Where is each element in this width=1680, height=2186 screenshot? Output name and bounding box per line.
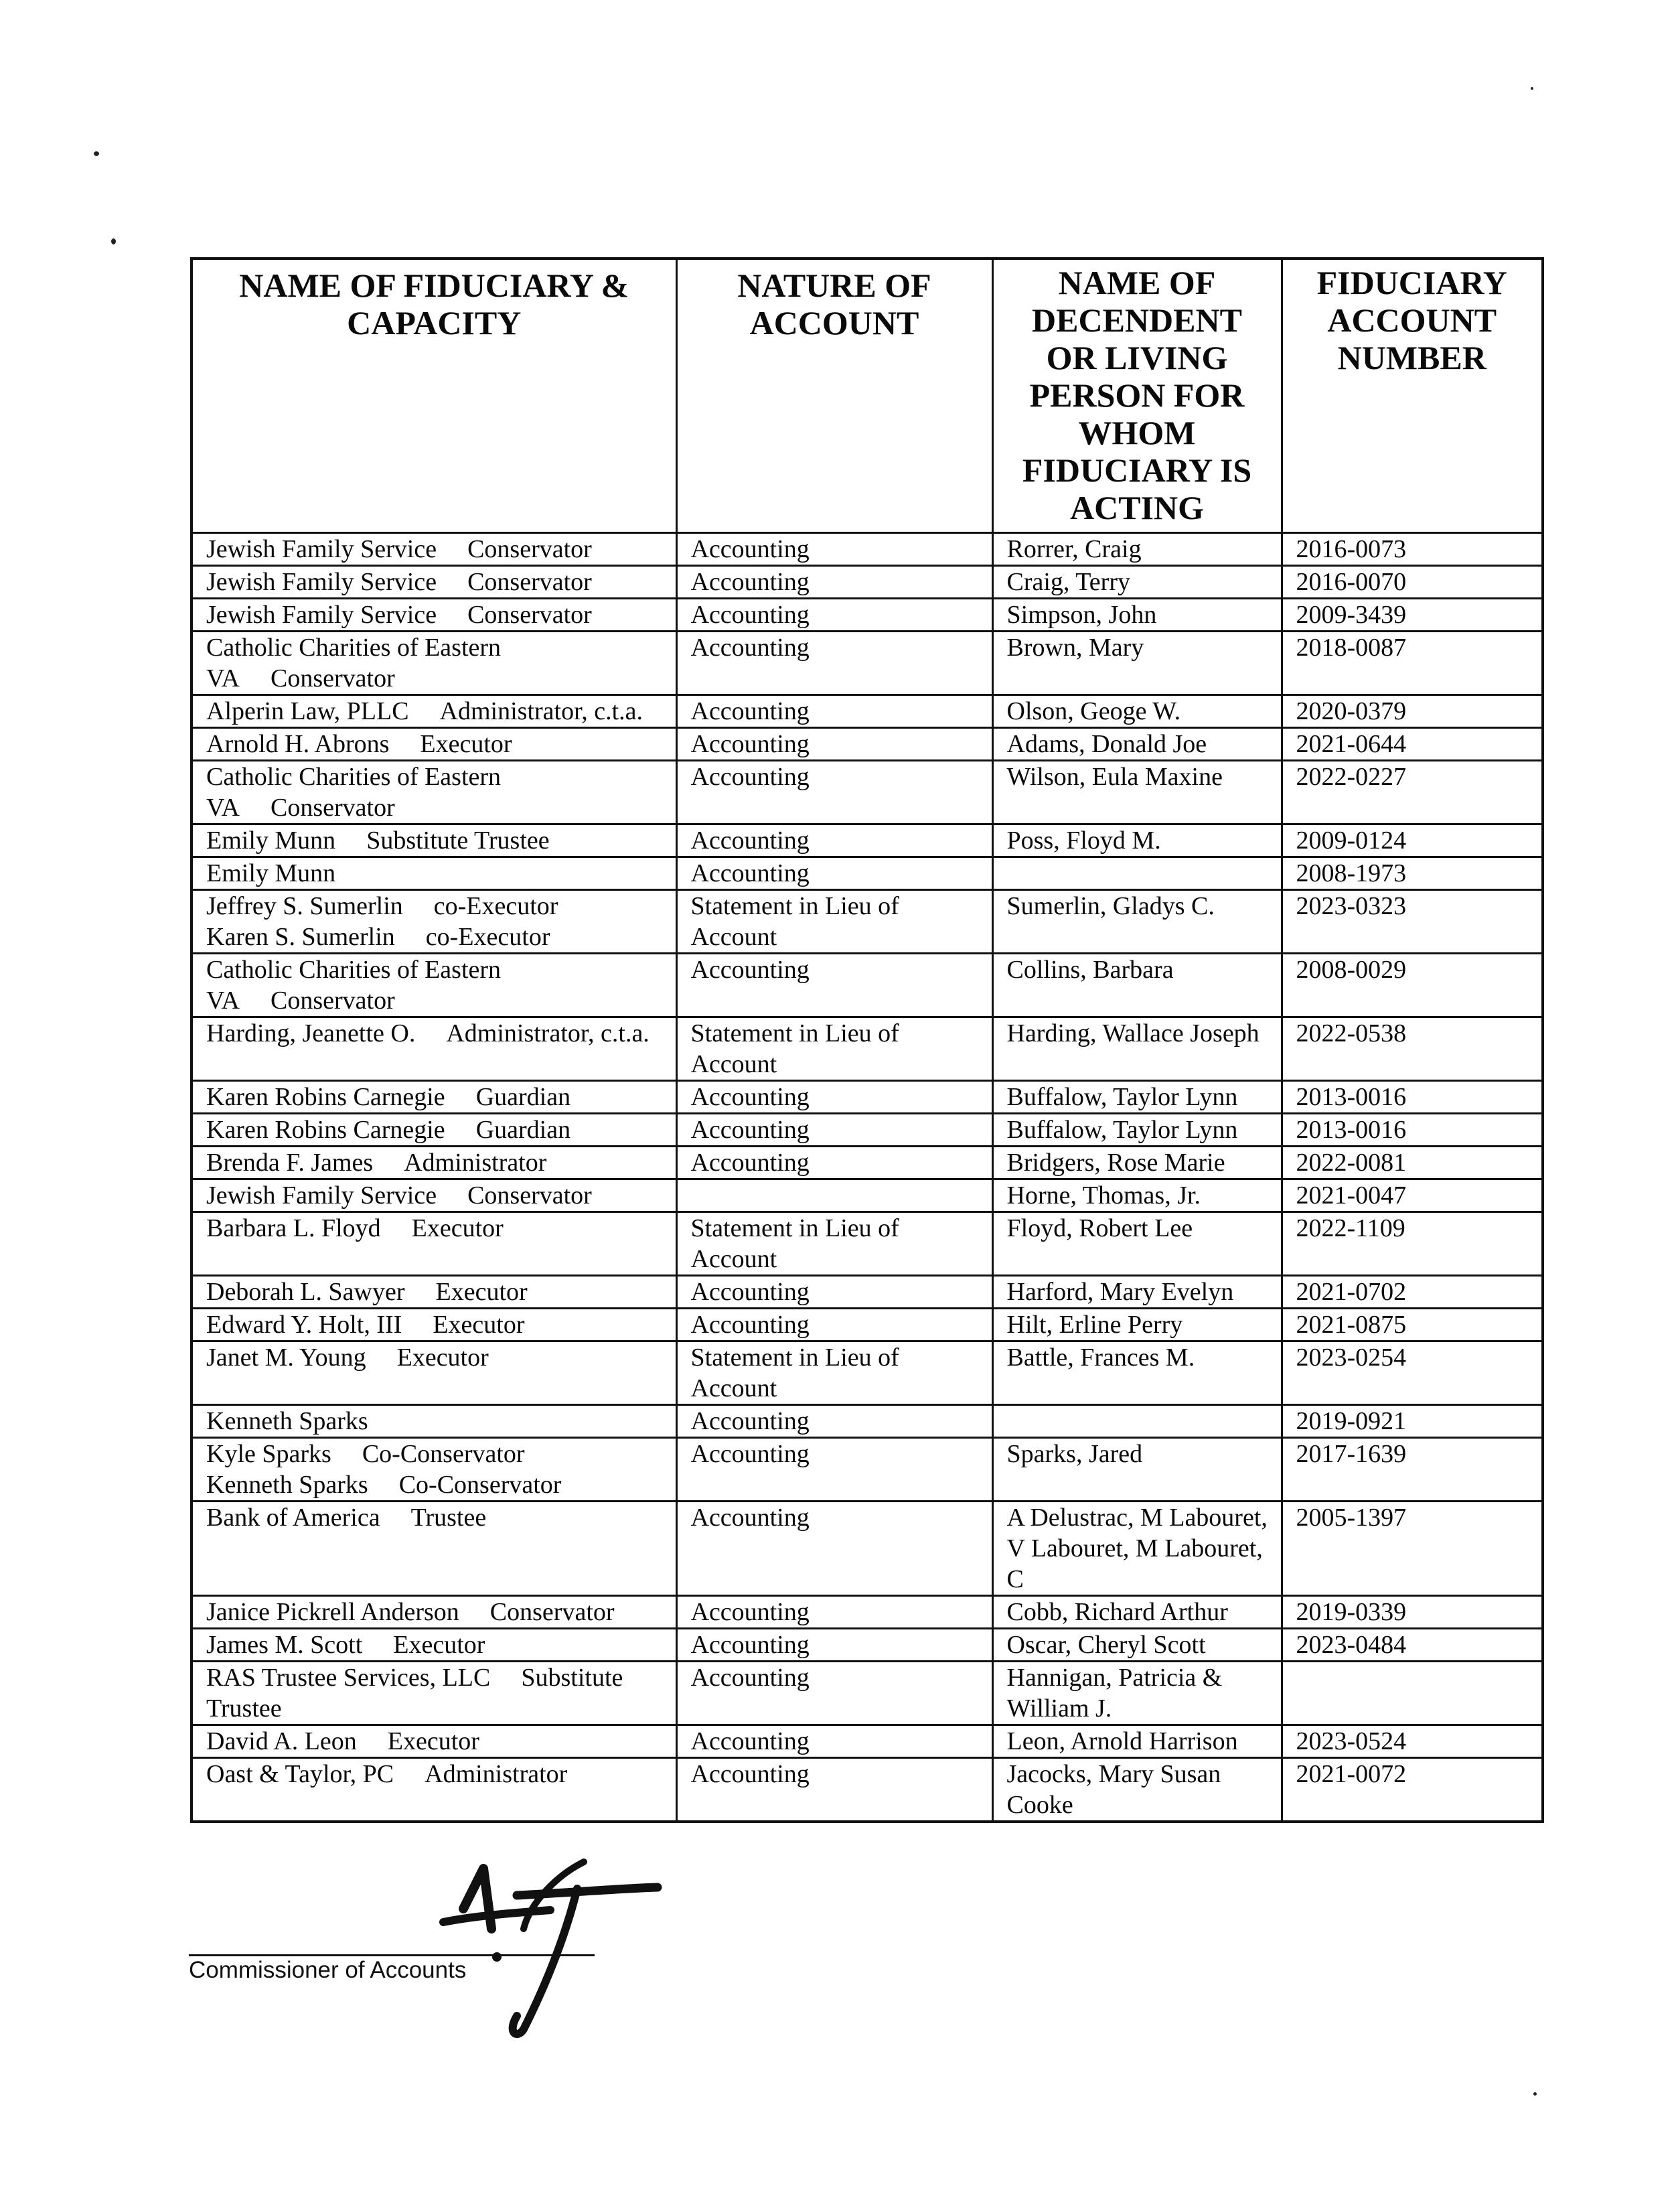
fiduciary-name: Catholic Charities of Eastern VA	[206, 956, 502, 1015]
table-row	[192, 1147, 1543, 1179]
fiduciary-capacity: Co-Conservator	[398, 1471, 562, 1499]
decedent-name-cell: Rorrer, Craig	[992, 533, 1282, 566]
table-row	[192, 599, 1543, 632]
fiduciary-name: Karen S. Sumerlin	[206, 923, 395, 951]
fiduciary-line	[206, 1342, 666, 1373]
account-number-cell: 2019-0921	[1282, 1405, 1543, 1438]
fiduciary-capacity: Substitute Trustee	[366, 826, 550, 855]
decedent-name-cell: Collins, Barbara	[992, 954, 1282, 1017]
nature-of-account-cell: Accounting	[676, 533, 992, 566]
account-number-cell: 2008-0029	[1282, 954, 1543, 1017]
decedent-name-cell	[992, 1405, 1282, 1438]
decedent-name-cell: Sparks, Jared	[992, 1438, 1282, 1502]
account-number-cell: 2020-0379	[1282, 695, 1543, 728]
fiduciary-name: RAS Trustee Services, LLC	[206, 1664, 491, 1692]
account-number-cell: 2023-0323	[1282, 890, 1543, 954]
fiduciary-name: Catholic Charities of Eastern VA	[206, 763, 502, 822]
fiduciary-capacity: Conservator	[467, 535, 592, 563]
table-row	[192, 1081, 1543, 1114]
table-row	[192, 695, 1543, 728]
fiduciary-name: Deborah L. Sawyer	[206, 1278, 405, 1306]
fiduciary-line	[206, 632, 666, 694]
fiduciary-cell	[192, 857, 676, 890]
table-row	[192, 1276, 1543, 1309]
decedent-name-cell: Adams, Donald Joe	[992, 728, 1282, 761]
fiduciary-capacity: Executor	[433, 1311, 525, 1339]
fiduciary-line	[206, 1469, 666, 1500]
fiduciary-capacity: Administrator	[404, 1149, 547, 1177]
table-row	[192, 857, 1543, 890]
fiduciary-name: Janet M. Young	[206, 1343, 366, 1372]
table-row	[192, 1629, 1543, 1662]
scan-speck	[1531, 87, 1533, 90]
handwritten-signature	[416, 1848, 698, 2043]
fiduciary-name: David A. Leon	[206, 1727, 357, 1755]
fiduciary-line	[206, 891, 666, 922]
nature-of-account-cell: Accounting	[676, 857, 992, 890]
account-number-cell: 2022-1109	[1282, 1212, 1543, 1276]
fiduciary-capacity	[368, 1407, 399, 1435]
account-number-cell: 2022-0538	[1282, 1017, 1543, 1081]
account-number-cell: 2005-1397	[1282, 1502, 1543, 1596]
fiduciary-cell	[192, 566, 676, 599]
scan-speck	[94, 151, 99, 156]
fiduciary-line	[206, 534, 666, 565]
account-number-cell: 2021-0047	[1282, 1179, 1543, 1212]
nature-of-account-cell: Statement in Lieu of Account	[676, 1017, 992, 1081]
fiduciary-line	[206, 696, 666, 727]
table-row	[192, 1438, 1543, 1502]
decedent-name-cell: Craig, Terry	[992, 566, 1282, 599]
header-nature-of-account: NATURE OF ACCOUNT	[676, 259, 992, 533]
nature-of-account-cell: Accounting	[676, 1405, 992, 1438]
fiduciary-name: Harding, Jeanette O.	[206, 1019, 416, 1047]
fiduciary-name: Edward Y. Holt, III	[206, 1311, 402, 1339]
table-row	[192, 824, 1543, 857]
header-account-number: FIDUCIARY ACCOUNT NUMBER	[1282, 259, 1543, 533]
scan-speck	[111, 238, 116, 244]
fiduciary-line	[206, 1502, 666, 1533]
decedent-name-cell: Poss, Floyd M.	[992, 824, 1282, 857]
fiduciary-name: Kenneth Sparks	[206, 1471, 368, 1499]
fiduciary-line	[206, 1180, 666, 1211]
fiduciary-cell	[192, 1114, 676, 1147]
account-number-cell: 2021-0702	[1282, 1276, 1543, 1309]
nature-of-account-cell: Accounting	[676, 728, 992, 761]
fiduciary-cell	[192, 1147, 676, 1179]
fiduciary-name: Kenneth Sparks	[206, 1407, 368, 1435]
fiduciary-cell	[192, 1309, 676, 1341]
account-number-cell: 2009-3439	[1282, 599, 1543, 632]
table-row	[192, 1114, 1543, 1147]
fiduciary-name: Oast & Taylor, PC	[206, 1760, 394, 1788]
scan-speck	[1533, 2092, 1537, 2096]
nature-of-account-cell: Accounting	[676, 1276, 992, 1309]
fiduciary-cell	[192, 890, 676, 954]
nature-of-account-cell: Statement in Lieu of Account	[676, 890, 992, 954]
fiduciary-cell	[192, 1276, 676, 1309]
table-row	[192, 533, 1543, 566]
nature-of-account-cell: Accounting	[676, 1725, 992, 1758]
fiduciary-line	[206, 1147, 666, 1178]
fiduciary-capacity: Conservator	[467, 1181, 592, 1210]
fiduciary-name: Jewish Family Service	[206, 601, 437, 629]
fiduciary-capacity: co-Executor	[425, 923, 550, 951]
fiduciary-accounts-table	[190, 257, 1544, 1823]
header-fiduciary-capacity: NAME OF FIDUCIARY & CAPACITY	[192, 259, 676, 533]
fiduciary-cell	[192, 824, 676, 857]
table-row	[192, 566, 1543, 599]
account-number-cell: 2021-0644	[1282, 728, 1543, 761]
decedent-name-cell: Horne, Thomas, Jr.	[992, 1179, 1282, 1212]
fiduciary-cell	[192, 1596, 676, 1629]
account-number-cell: 2017-1639	[1282, 1438, 1543, 1502]
fiduciary-line	[206, 1309, 666, 1340]
decedent-name-cell: Buffalow, Taylor Lynn	[992, 1081, 1282, 1114]
nature-of-account-cell: Accounting	[676, 1662, 992, 1725]
table-row	[192, 1662, 1543, 1725]
fiduciary-capacity: Executor	[411, 1214, 504, 1242]
fiduciary-name: Jewish Family Service	[206, 568, 437, 596]
nature-of-account-cell: Accounting	[676, 954, 992, 1017]
fiduciary-line	[206, 1114, 666, 1145]
fiduciary-cell	[192, 632, 676, 695]
table-row	[192, 1179, 1543, 1212]
fiduciary-capacity: Conservator	[271, 664, 395, 693]
decedent-name-cell: Bridgers, Rose Marie	[992, 1147, 1282, 1179]
fiduciary-capacity: Guardian	[475, 1083, 571, 1111]
nature-of-account-cell: Accounting	[676, 1114, 992, 1147]
fiduciary-capacity: Conservator	[467, 568, 592, 596]
fiduciary-name: Janice Pickrell Anderson	[206, 1598, 459, 1626]
nature-of-account-cell: Accounting	[676, 1309, 992, 1341]
account-number-cell: 2023-0524	[1282, 1725, 1543, 1758]
fiduciary-capacity: Conservator	[271, 987, 395, 1015]
nature-of-account-cell: Statement in Lieu of Account	[676, 1341, 992, 1405]
signature-block	[189, 1835, 597, 2036]
fiduciary-capacity: Guardian	[475, 1116, 571, 1144]
table-row	[192, 1502, 1543, 1596]
fiduciary-name: Karen Robins Carnegie	[206, 1083, 445, 1111]
fiduciary-capacity: Administrator, c.t.a.	[439, 697, 643, 725]
decedent-name-cell: Battle, Frances M.	[992, 1341, 1282, 1405]
fiduciary-name: Emily Munn	[206, 826, 336, 855]
account-number-cell: 2013-0016	[1282, 1081, 1543, 1114]
table-row	[192, 761, 1543, 824]
fiduciary-line	[206, 825, 666, 856]
fiduciary-name: Kyle Sparks	[206, 1440, 331, 1468]
account-number-cell: 2021-0072	[1282, 1758, 1543, 1822]
fiduciary-cell	[192, 1017, 676, 1081]
decedent-name-cell: Simpson, John	[992, 599, 1282, 632]
fiduciary-line	[206, 1629, 666, 1660]
fiduciary-cell	[192, 1629, 676, 1662]
fiduciary-cell	[192, 1212, 676, 1276]
table-row	[192, 1758, 1543, 1822]
fiduciary-line	[206, 1082, 666, 1112]
account-number-cell: 2016-0070	[1282, 566, 1543, 599]
table-row	[192, 1017, 1543, 1081]
fiduciary-name: Jewish Family Service	[206, 1181, 437, 1210]
fiduciary-cell	[192, 1662, 676, 1725]
table-row	[192, 1596, 1543, 1629]
fiduciary-line	[206, 567, 666, 597]
fiduciary-line	[206, 1662, 666, 1724]
fiduciary-line	[206, 1277, 666, 1307]
decedent-name-cell: Olson, Geoge W.	[992, 695, 1282, 728]
fiduciary-capacity: Administrator	[425, 1760, 568, 1788]
nature-of-account-cell: Accounting	[676, 1502, 992, 1596]
fiduciary-cell	[192, 599, 676, 632]
fiduciary-line	[206, 1213, 666, 1244]
fiduciary-line	[206, 1597, 666, 1627]
account-number-cell: 2019-0339	[1282, 1596, 1543, 1629]
decedent-name-cell: Hilt, Erline Perry	[992, 1309, 1282, 1341]
fiduciary-name: Brenda F. James	[206, 1149, 374, 1177]
nature-of-account-cell: Accounting	[676, 566, 992, 599]
fiduciary-cell	[192, 1502, 676, 1596]
decedent-name-cell: Jacocks, Mary Susan Cooke	[992, 1758, 1282, 1822]
decedent-name-cell: Leon, Arnold Harrison	[992, 1725, 1282, 1758]
fiduciary-capacity: Executor	[420, 730, 512, 758]
fiduciary-name: Catholic Charities of Eastern VA	[206, 634, 502, 693]
fiduciary-line	[206, 1018, 666, 1049]
nature-of-account-cell: Accounting	[676, 1596, 992, 1629]
nature-of-account-cell: Accounting	[676, 599, 992, 632]
fiduciary-line	[206, 858, 666, 889]
nature-of-account-cell	[676, 1179, 992, 1212]
account-number-cell: 2022-0081	[1282, 1147, 1543, 1179]
fiduciary-line	[206, 761, 666, 823]
decedent-name-cell: A Delustrac, M Labouret, V Labouret, M Labouret, C	[992, 1502, 1282, 1596]
fiduciary-capacity: Executor	[435, 1278, 528, 1306]
table-row	[192, 632, 1543, 695]
nature-of-account-cell: Accounting	[676, 1758, 992, 1822]
account-number-cell: 2021-0875	[1282, 1309, 1543, 1341]
decedent-name-cell: Hannigan, Patricia & William J.	[992, 1662, 1282, 1725]
nature-of-account-cell: Accounting	[676, 761, 992, 824]
fiduciary-capacity: Conservator	[467, 601, 592, 629]
fiduciary-cell	[192, 695, 676, 728]
fiduciary-line	[206, 954, 666, 1016]
table-row	[192, 1405, 1543, 1438]
fiduciary-name: Jeffrey S. Sumerlin	[206, 892, 403, 920]
fiduciary-name: Barbara L. Floyd	[206, 1214, 381, 1242]
nature-of-account-cell: Statement in Lieu of Account	[676, 1212, 992, 1276]
table-header-row	[192, 259, 1543, 533]
account-number-cell	[1282, 1662, 1543, 1725]
table-row	[192, 1309, 1543, 1341]
fiduciary-capacity: Co-Conservator	[362, 1440, 525, 1468]
fiduciary-capacity: Executor	[393, 1631, 485, 1659]
decedent-name-cell: Brown, Mary	[992, 632, 1282, 695]
fiduciary-cell	[192, 1438, 676, 1502]
account-number-cell: 2009-0124	[1282, 824, 1543, 857]
fiduciary-line	[206, 1759, 666, 1790]
fiduciary-capacity: Conservator	[489, 1598, 615, 1626]
fiduciary-capacity: Substitute Trustee	[206, 1664, 623, 1723]
account-number-cell: 2018-0087	[1282, 632, 1543, 695]
account-number-cell: 2023-0254	[1282, 1341, 1543, 1405]
nature-of-account-cell: Accounting	[676, 695, 992, 728]
table-row	[192, 890, 1543, 954]
account-number-cell: 2008-1973	[1282, 857, 1543, 890]
fiduciary-line	[206, 729, 666, 759]
decedent-name-cell: Harford, Mary Evelyn	[992, 1276, 1282, 1309]
fiduciary-line	[206, 1439, 666, 1469]
fiduciary-cell	[192, 954, 676, 1017]
fiduciary-line	[206, 922, 666, 952]
fiduciary-name: Karen Robins Carnegie	[206, 1116, 445, 1144]
fiduciary-cell	[192, 533, 676, 566]
fiduciary-cell	[192, 1725, 676, 1758]
fiduciary-name: Alperin Law, PLLC	[206, 697, 409, 725]
fiduciary-name: Jewish Family Service	[206, 535, 437, 563]
account-number-cell: 2013-0016	[1282, 1114, 1543, 1147]
nature-of-account-cell: Accounting	[676, 1438, 992, 1502]
fiduciary-line	[206, 599, 666, 630]
fiduciary-capacity: Executor	[387, 1727, 479, 1755]
account-number-cell: 2023-0484	[1282, 1629, 1543, 1662]
table-body	[192, 533, 1543, 1822]
nature-of-account-cell: Accounting	[676, 1147, 992, 1179]
fiduciary-name: Arnold H. Abrons	[206, 730, 390, 758]
fiduciary-cell	[192, 761, 676, 824]
fiduciary-cell	[192, 1081, 676, 1114]
account-number-cell: 2016-0073	[1282, 533, 1543, 566]
decedent-name-cell: Buffalow, Taylor Lynn	[992, 1114, 1282, 1147]
fiduciary-name: Bank of America	[206, 1504, 380, 1532]
table-row	[192, 728, 1543, 761]
decedent-name-cell: Harding, Wallace Joseph	[992, 1017, 1282, 1081]
fiduciary-line	[206, 1726, 666, 1757]
fiduciary-cell	[192, 1405, 676, 1438]
header-decedent-or-person: NAME OF DECENDENT OR LIVING PERSON FOR WHOM FIDUCIARY IS ACTING	[992, 259, 1282, 533]
table-row	[192, 1212, 1543, 1276]
decedent-name-cell: Sumerlin, Gladys C.	[992, 890, 1282, 954]
fiduciary-capacity: Trustee	[410, 1504, 487, 1532]
table-row	[192, 1725, 1543, 1758]
decedent-name-cell: Oscar, Cheryl Scott	[992, 1629, 1282, 1662]
fiduciary-capacity: Executor	[396, 1343, 489, 1372]
fiduciary-capacity: Conservator	[271, 794, 395, 822]
table-row	[192, 1341, 1543, 1405]
fiduciary-cell	[192, 1179, 676, 1212]
decedent-name-cell: Wilson, Eula Maxine	[992, 761, 1282, 824]
nature-of-account-cell: Accounting	[676, 824, 992, 857]
fiduciary-cell	[192, 1758, 676, 1822]
nature-of-account-cell: Accounting	[676, 632, 992, 695]
table-row	[192, 954, 1543, 1017]
fiduciary-capacity: co-Executor	[433, 892, 558, 920]
nature-of-account-cell: Accounting	[676, 1629, 992, 1662]
nature-of-account-cell: Accounting	[676, 1081, 992, 1114]
fiduciary-cell	[192, 1341, 676, 1405]
account-number-cell: 2022-0227	[1282, 761, 1543, 824]
decedent-name-cell	[992, 857, 1282, 890]
fiduciary-name: James M. Scott	[206, 1631, 363, 1659]
fiduciary-line	[206, 1406, 666, 1437]
fiduciary-name: Emily Munn	[206, 859, 336, 887]
fiduciary-capacity: Administrator, c.t.a.	[446, 1019, 650, 1047]
decedent-name-cell: Cobb, Richard Arthur	[992, 1596, 1282, 1629]
signature-caption: Commissioner of Accounts	[189, 1957, 467, 1983]
fiduciary-cell	[192, 728, 676, 761]
decedent-name-cell: Floyd, Robert Lee	[992, 1212, 1282, 1276]
fiduciary-capacity	[335, 859, 366, 887]
